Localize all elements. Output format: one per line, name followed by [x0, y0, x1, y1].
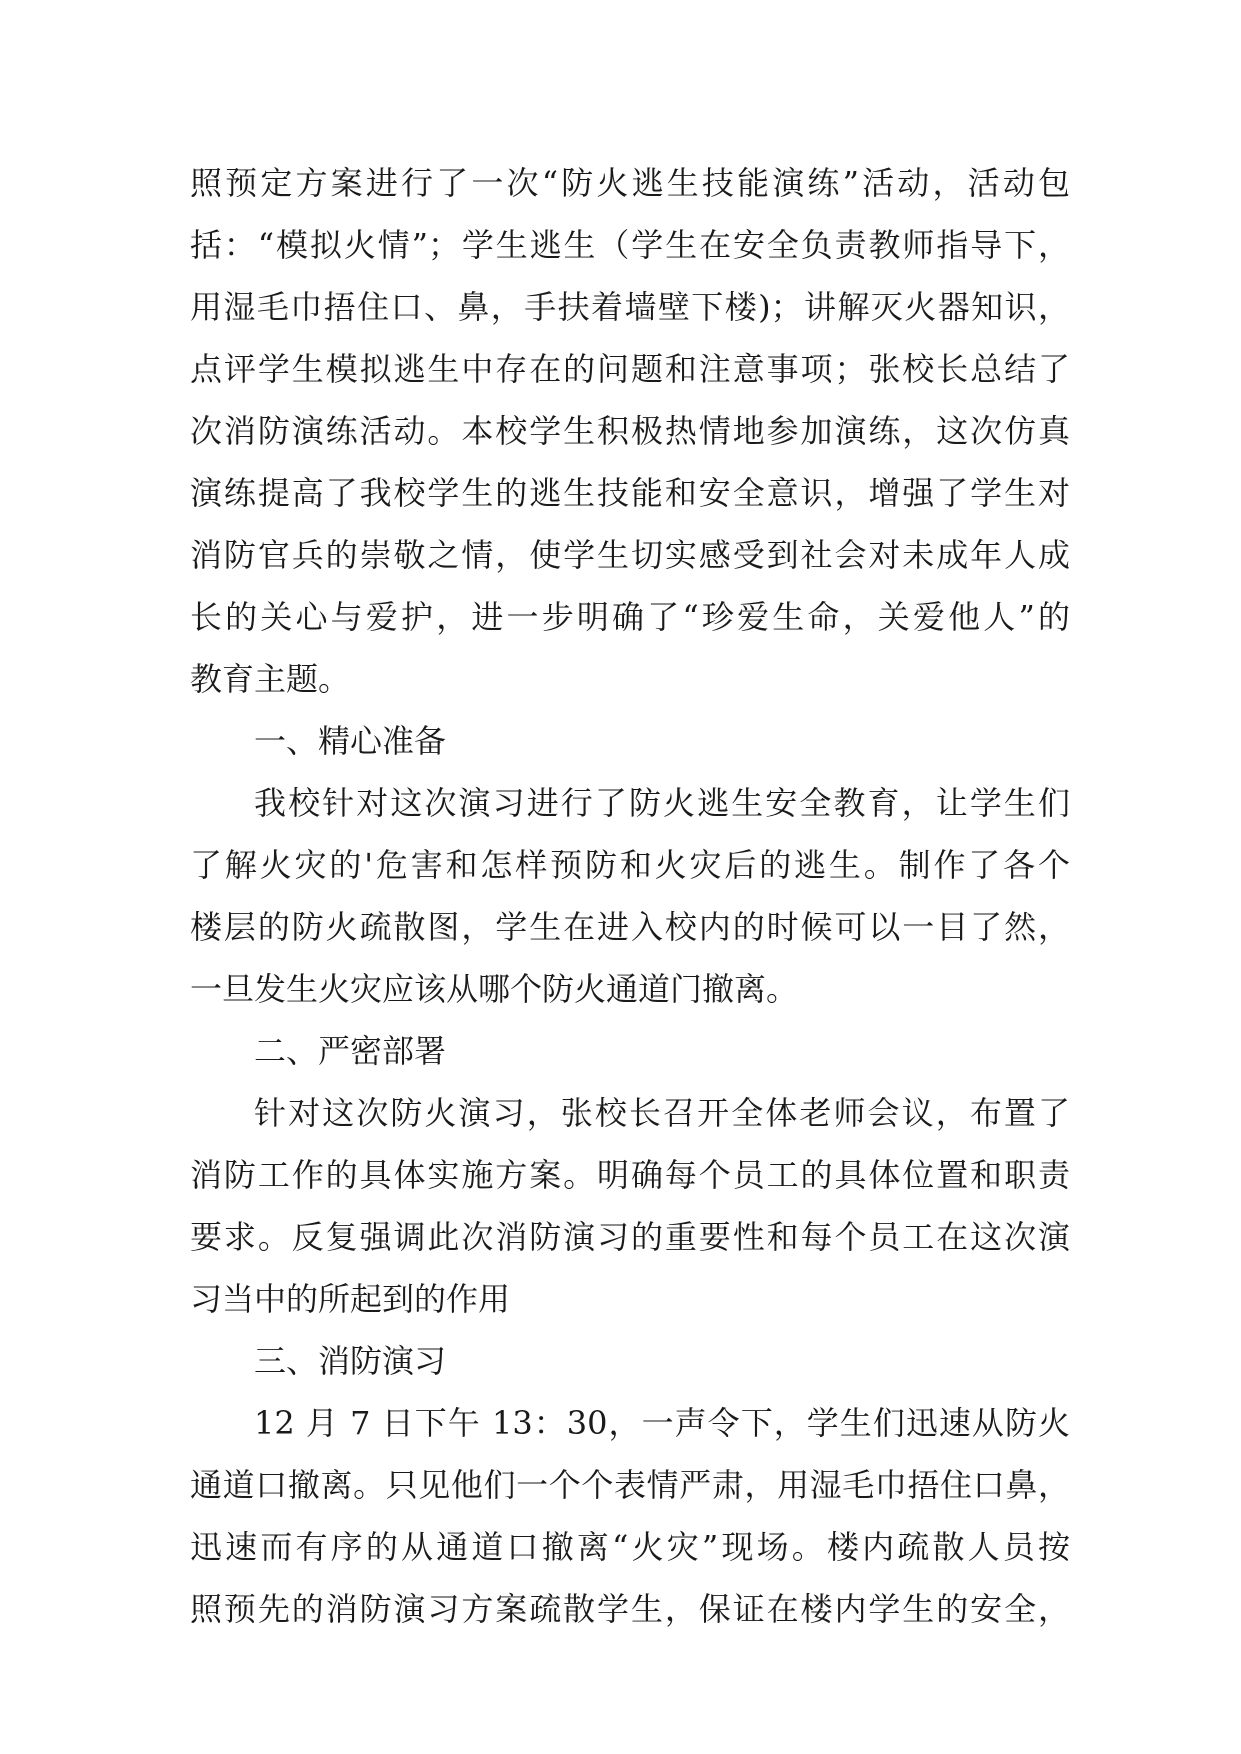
text-line: 次消防演练活动。本校学生积极热情地参加演练，这次仿真	[190, 412, 1070, 450]
section-heading: 一、精心准备	[254, 722, 447, 760]
text-line: 演练提高了我校学生的逃生技能和安全意识，增强了学生对	[190, 474, 1070, 512]
text-line: 一旦发生火灾应该从哪个防火通道门撤离。	[190, 970, 799, 1008]
text-line: 迅速而有序的从通道口撤离“火灾”现场。楼内疏散人员按	[190, 1528, 1070, 1566]
text-line: 了解火灾的'危害和怎样预防和火灾后的逃生。制作了各个	[190, 846, 1070, 884]
text-line: 要求。反复强调此次消防演习的重要性和每个员工在这次演	[190, 1218, 1070, 1256]
text-line: 通道口撤离。只见他们一个个表情严肃，用湿毛巾捂住口鼻，	[190, 1466, 1070, 1504]
text-line: 消防官兵的崇敬之情，使学生切实感受到社会对未成年人成	[190, 536, 1070, 574]
text-line: 用湿毛巾捂住口、鼻，手扶着墙壁下楼)；讲解灭火器知识，	[190, 288, 1070, 326]
text-line: 针对这次防火演习，张校长召开全体老师会议，布置了	[254, 1094, 1070, 1132]
text-line: 12 月 7 日下午 13：30，一声令下，学生们迅速从防火	[254, 1404, 1070, 1442]
text-line: 点评学生模拟逃生中存在的问题和注意事项；张校长总结了	[190, 350, 1070, 388]
text-line: 我校针对这次演习进行了防火逃生安全教育，让学生们	[254, 784, 1070, 822]
text-line: 照预定方案进行了一次“防火逃生技能演练”活动，活动包	[190, 164, 1070, 202]
text-line: 照预先的消防演习方案疏散学生，保证在楼内学生的安全，	[190, 1590, 1070, 1628]
text-line: 习当中的所起到的作用	[190, 1280, 511, 1318]
section-heading: 三、消防演习	[254, 1342, 447, 1380]
text-line: 楼层的防火疏散图，学生在进入校内的时候可以一目了然，	[190, 908, 1070, 946]
text-line: 括：“模拟火情”；学生逃生（学生在安全负责教师指导下，	[190, 226, 1070, 264]
section-heading: 二、严密部署	[254, 1032, 447, 1070]
text-line: 教育主题。	[190, 660, 351, 698]
text-line: 消防工作的具体实施方案。明确每个员工的具体位置和职责	[190, 1156, 1070, 1194]
text-line: 长的关心与爱护，进一步明确了“珍爱生命，关爱他人”的	[190, 598, 1070, 636]
